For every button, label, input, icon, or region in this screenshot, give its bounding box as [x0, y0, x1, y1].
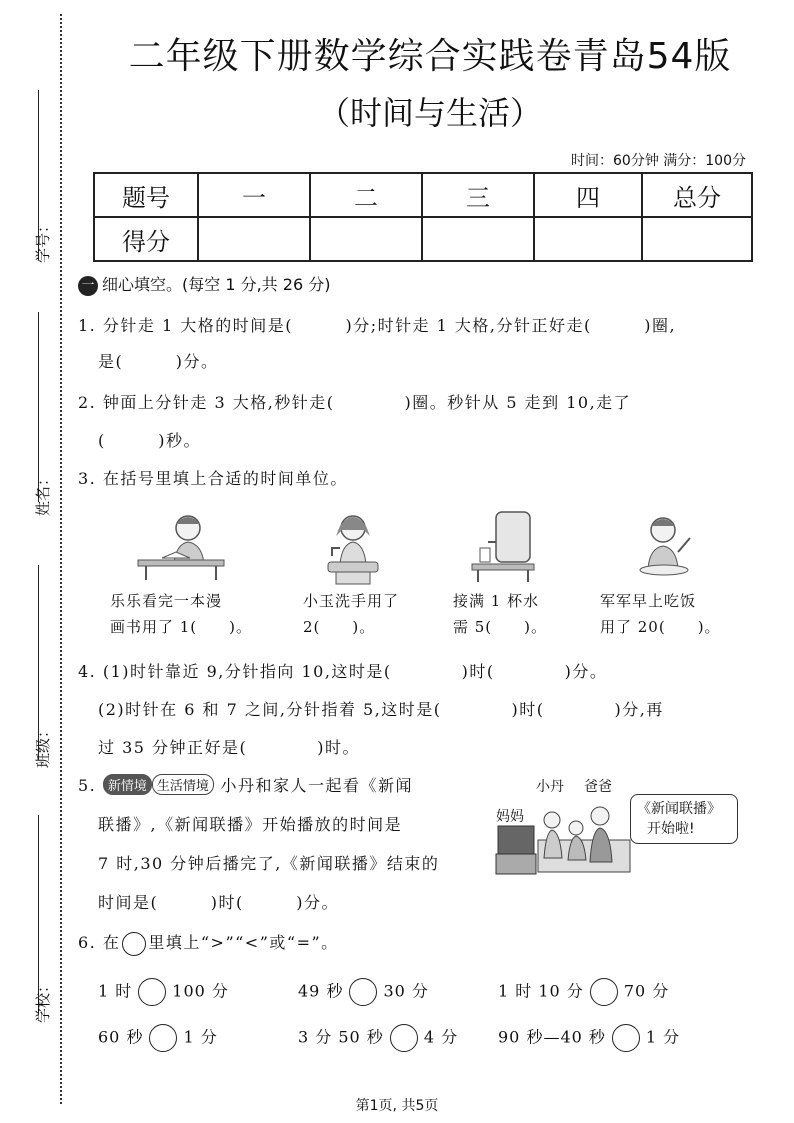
q3-caption-3-line-2: 需 5( )。 — [453, 618, 548, 636]
section-heading — [78, 272, 330, 296]
compare-answer-circle[interactable] — [149, 1024, 177, 1052]
score-table — [93, 172, 753, 262]
question-4-line-2: (2)时针在 6 和 7 之间,分针指着 5,这时是( )时( )分,再 — [98, 700, 664, 719]
compare-left: 1 时 — [98, 981, 133, 1001]
question-4-line-1: 4. (1)时针靠近 9,分针指向 10,这时是( )时( )分。 — [78, 662, 608, 681]
compare-item-6 — [498, 1024, 680, 1052]
question-2-line-1: 2. 钟面上分针走 3 大格,秒针走( )圈。秒针从 5 走到 10,走了 — [78, 393, 632, 412]
boy-eating-illustration — [630, 508, 700, 582]
compare-right: 30 分 — [383, 981, 429, 1001]
question-1-line-2: 是( )分。 — [98, 352, 219, 371]
score-input-total[interactable] — [642, 217, 752, 261]
compare-answer-circle[interactable] — [612, 1024, 640, 1052]
question-4-line-3: 过 35 分钟正好是( )时。 — [98, 738, 361, 757]
girl-washing-hands-illustration — [318, 508, 388, 586]
score-table-cell: 三 — [422, 173, 534, 217]
page-title: 二年级下册数学综合实践卷青岛54版 — [128, 36, 732, 77]
q3-caption-4 — [600, 588, 721, 640]
score-input-2[interactable] — [310, 217, 422, 261]
compare-item-4 — [98, 1024, 218, 1052]
binding-dashed-line — [60, 14, 62, 1104]
name-label: 姓名： — [34, 470, 53, 517]
question-5-line-4: 时间是( )时( )分。 — [98, 893, 339, 912]
compare-answer-circle[interactable] — [590, 978, 618, 1006]
q3-caption-3 — [453, 588, 547, 640]
score-row-label: 得分 — [94, 217, 198, 261]
exam-meta: 时间：60分钟 满分：100分 — [571, 153, 746, 169]
q3-caption-2-line-1: 小玉洗手用了 — [303, 592, 400, 610]
boy-reading-illustration — [130, 508, 230, 580]
life-context-tag: 生活情境 — [152, 774, 214, 795]
score-table-score-row — [94, 217, 752, 261]
q3-caption-3-line-1: 接满 1 杯水 — [453, 592, 540, 610]
fig-label-mom: 妈妈 — [496, 809, 524, 825]
compare-left: 3 分 50 秒 — [298, 1027, 384, 1047]
compare-item-3 — [498, 978, 669, 1006]
q3-caption-1-line-2: 画书用了 1( )。 — [110, 618, 253, 636]
question-6-suffix: 里填上“>”“<”或“=”。 — [148, 933, 339, 952]
compare-answer-circle[interactable] — [349, 978, 377, 1006]
score-table-cell: 四 — [534, 173, 642, 217]
q3-caption-2 — [303, 588, 399, 640]
compare-right: 70 分 — [623, 981, 670, 1001]
score-table-cell: 二 — [310, 173, 422, 217]
score-table-cell: 题号 — [94, 173, 198, 217]
compare-left: 60 秒 — [98, 1027, 144, 1047]
compare-right: 4 分 — [423, 1027, 459, 1047]
fig-label-xiaodan: 小丹 — [536, 779, 564, 795]
question-6-prefix: 6. 在 — [78, 933, 121, 952]
compare-left: 1 时 10 分 — [498, 981, 584, 1001]
section-number-badge: 一 — [78, 276, 98, 296]
q3-caption-1-line-1: 乐乐看完一本漫 — [110, 592, 223, 610]
score-table-cell: 总分 — [642, 173, 752, 217]
question-1-line-1: 1. 分针走 1 大格的时间是( )分;时针走 1 大格,分针正好走( )圈, — [78, 316, 677, 335]
question-5-line-3: 7 时,30 分钟后播完了,《新闻联播》结束的 — [98, 854, 440, 873]
fig-label-dad: 爸爸 — [584, 779, 612, 795]
compare-left: 49 秒 — [298, 981, 344, 1001]
speech-bubble — [630, 794, 738, 844]
water-dispenser-illustration — [462, 508, 542, 582]
question-5-line-2: 联播》,《新闻联播》开始播放的时间是 — [98, 815, 403, 834]
score-input-4[interactable] — [534, 217, 642, 261]
question-5-line-1 — [78, 773, 413, 796]
speech-bubble-line-2: 开始啦! — [647, 821, 695, 837]
q3-caption-4-line-1: 军军早上吃饭 — [600, 592, 697, 610]
q3-caption-2-line-2: 2( )。 — [303, 618, 376, 636]
compare-answer-circle[interactable] — [138, 978, 166, 1006]
compare-right: 1 分 — [645, 1027, 681, 1047]
compare-item-2 — [298, 978, 429, 1006]
section-title: 细心填空。(每空 1 分,共 26 分) — [102, 275, 331, 294]
q3-caption-4-line-2: 用了 20( )。 — [600, 618, 721, 636]
page-number: 第1页, 共5页 — [355, 1098, 439, 1114]
score-input-3[interactable] — [422, 217, 534, 261]
class-label: 班级： — [34, 722, 53, 769]
compare-answer-circle[interactable] — [390, 1024, 418, 1052]
compare-item-5 — [298, 1024, 458, 1052]
compare-item-1 — [98, 978, 229, 1006]
score-table-cell: 一 — [198, 173, 310, 217]
page-subtitle: （时间与生活） — [317, 94, 542, 132]
student-id-label: 学号： — [34, 217, 53, 264]
circle-icon — [122, 932, 146, 956]
compare-right: 1 分 — [183, 1027, 218, 1047]
question-3: 3. 在括号里填上合适的时间单位。 — [78, 469, 348, 488]
score-table-header-row — [94, 173, 752, 217]
speech-bubble-line-1: 《新闻联播》 — [637, 801, 721, 817]
question-2-line-2: ( )秒。 — [98, 431, 201, 450]
new-context-tag: 新情境 — [103, 774, 152, 795]
question-5-text-1: 小丹和家人一起看《新闻 — [220, 776, 413, 795]
q3-caption-1 — [110, 588, 252, 640]
compare-left: 90 秒—40 秒 — [498, 1027, 606, 1047]
compare-right: 100 分 — [172, 981, 229, 1001]
question-5-number: 5. — [78, 776, 97, 795]
score-input-1[interactable] — [198, 217, 310, 261]
question-6-prompt — [78, 930, 339, 956]
school-label: 学校： — [34, 977, 53, 1024]
